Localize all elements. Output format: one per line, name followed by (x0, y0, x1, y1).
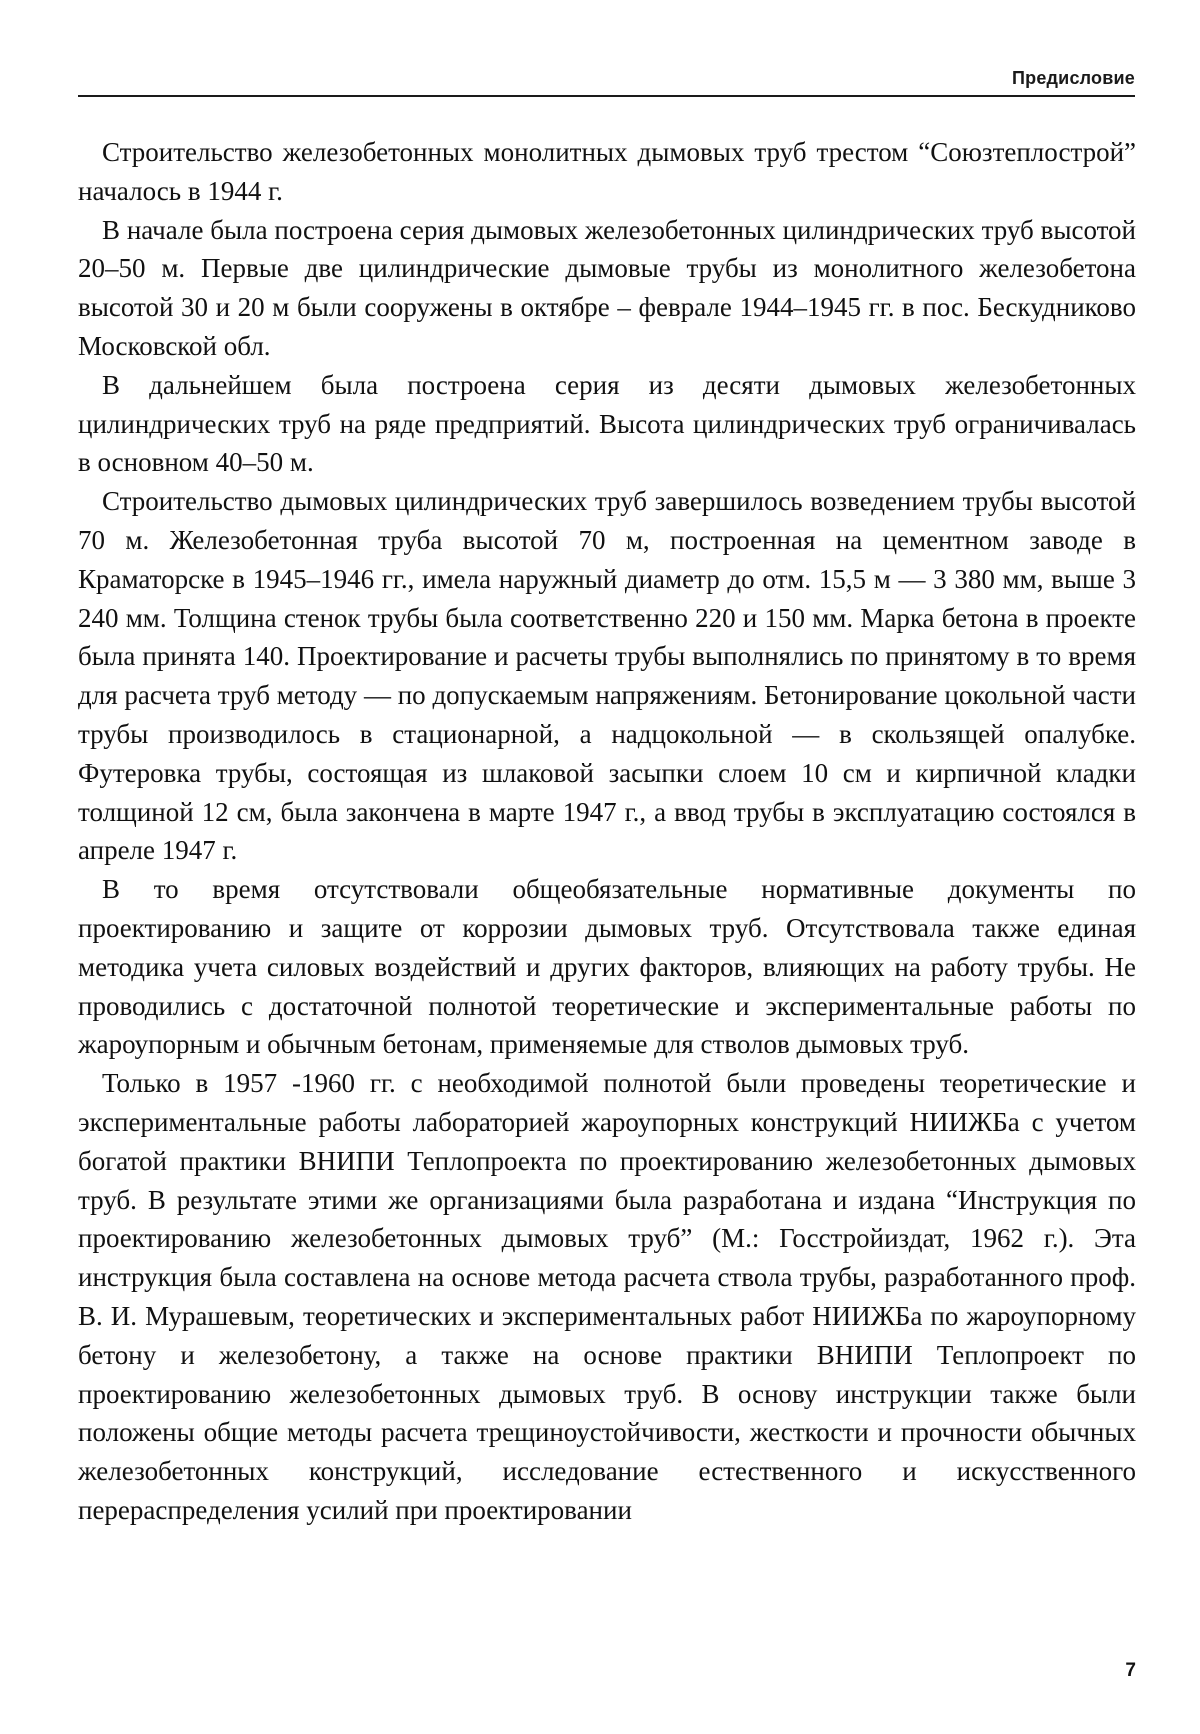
paragraph: Строительство дымовых цилиндрических труб завершилось возведением трубы высотой 70 м. Железобетонная труба высотой 70 м, построенная на цементном заводе в Краматорске в 1945–1946 гг., имела наружный диаметр до отм. 15,5 м — 3 380 мм, выше 3 240 мм. Толщина стенок трубы была соответственно 220 и 150 мм. Марка бетона в проекте была принята 140. Проектирование и расчеты трубы выполнялись по принятому в то время для расчета труб методу — по допускаемым напряжениям. Бетонирование цокольной части трубы производилось в стационарной, а надцокольной — в скользящей опалубке. Футеровка трубы, состоящая из шлаковой засыпки слоем 10 см и кирпичной кладки толщиной 12 см, была закончена в марте 1947 г., а ввод трубы в эксплуатацию состоялся в апреле 1947 г. (78, 486, 1136, 866)
paragraph: Только в 1957 -1960 гг. с необходимой полнотой были проведены теоретические и экспериментальные работы лабораторией жароупорных конструкций НИИЖБа с учетом богатой практики ВНИПИ Теплопроекта по проектированию железобетонных дымовых труб. В результате этими же организациями была разработана и издана “Инструкция по проектированию железобетонных дымовых труб” (М.: Госстройиздат, 1962 г.). Эта инструкция была составлена на основе метода расчета ствола трубы, разработанного проф. В. И. Мурашевым, теоретических и экспериментальных работ НИИЖБа по жароупорному бетону и железобетону, а также на основе практики ВНИПИ Теплопроект по проектированию железобетонных дымовых труб. В основу инструкции также были положены общие методы расчета трещиноустойчивости, жесткости и прочности обычных железобетонных конструкций, исследование естественного и искусственного перераспределения усилий при проектировании (78, 1068, 1136, 1525)
running-head: Предисловие (1012, 68, 1135, 88)
paragraph: В то время отсутствовали общеобязательные нормативные документы по проектированию и защите от коррозии дымовых труб. Отсутствовала также единая методика учета силовых воздействий и других факторов, влияющих на работу трубы. Не проводились с достаточной полнотой теоретические и экспериментальные работы по жароупорным и обычным бетонам, применяемые для стволов дымовых труб. (78, 874, 1136, 1060)
page-number: 7 (1125, 1660, 1136, 1681)
paragraph: Строительство железобетонных монолитных дымовых труб трестом “Союзтеплострой” началось в 1944 г. (78, 137, 1136, 206)
body-text (78, 133, 1136, 1530)
paragraph: В начале была построена серия дымовых железобетонных цилиндрических труб высотой 20–50 м. Первые две цилиндрические дымовые трубы из монолитного железобетона высотой 30 и 20 м были сооружены в октябре – феврале 1944–1945 гг. в пос. Бескудниково Московской обл. (78, 214, 1136, 361)
paragraph: В дальнейшем была построена серия из десяти дымовых железобетонных цилиндрических труб на ряде предприятий. Высота цилиндрических труб ограничивалась в основном 40–50 м. (78, 369, 1136, 478)
header-rule (78, 95, 1135, 97)
